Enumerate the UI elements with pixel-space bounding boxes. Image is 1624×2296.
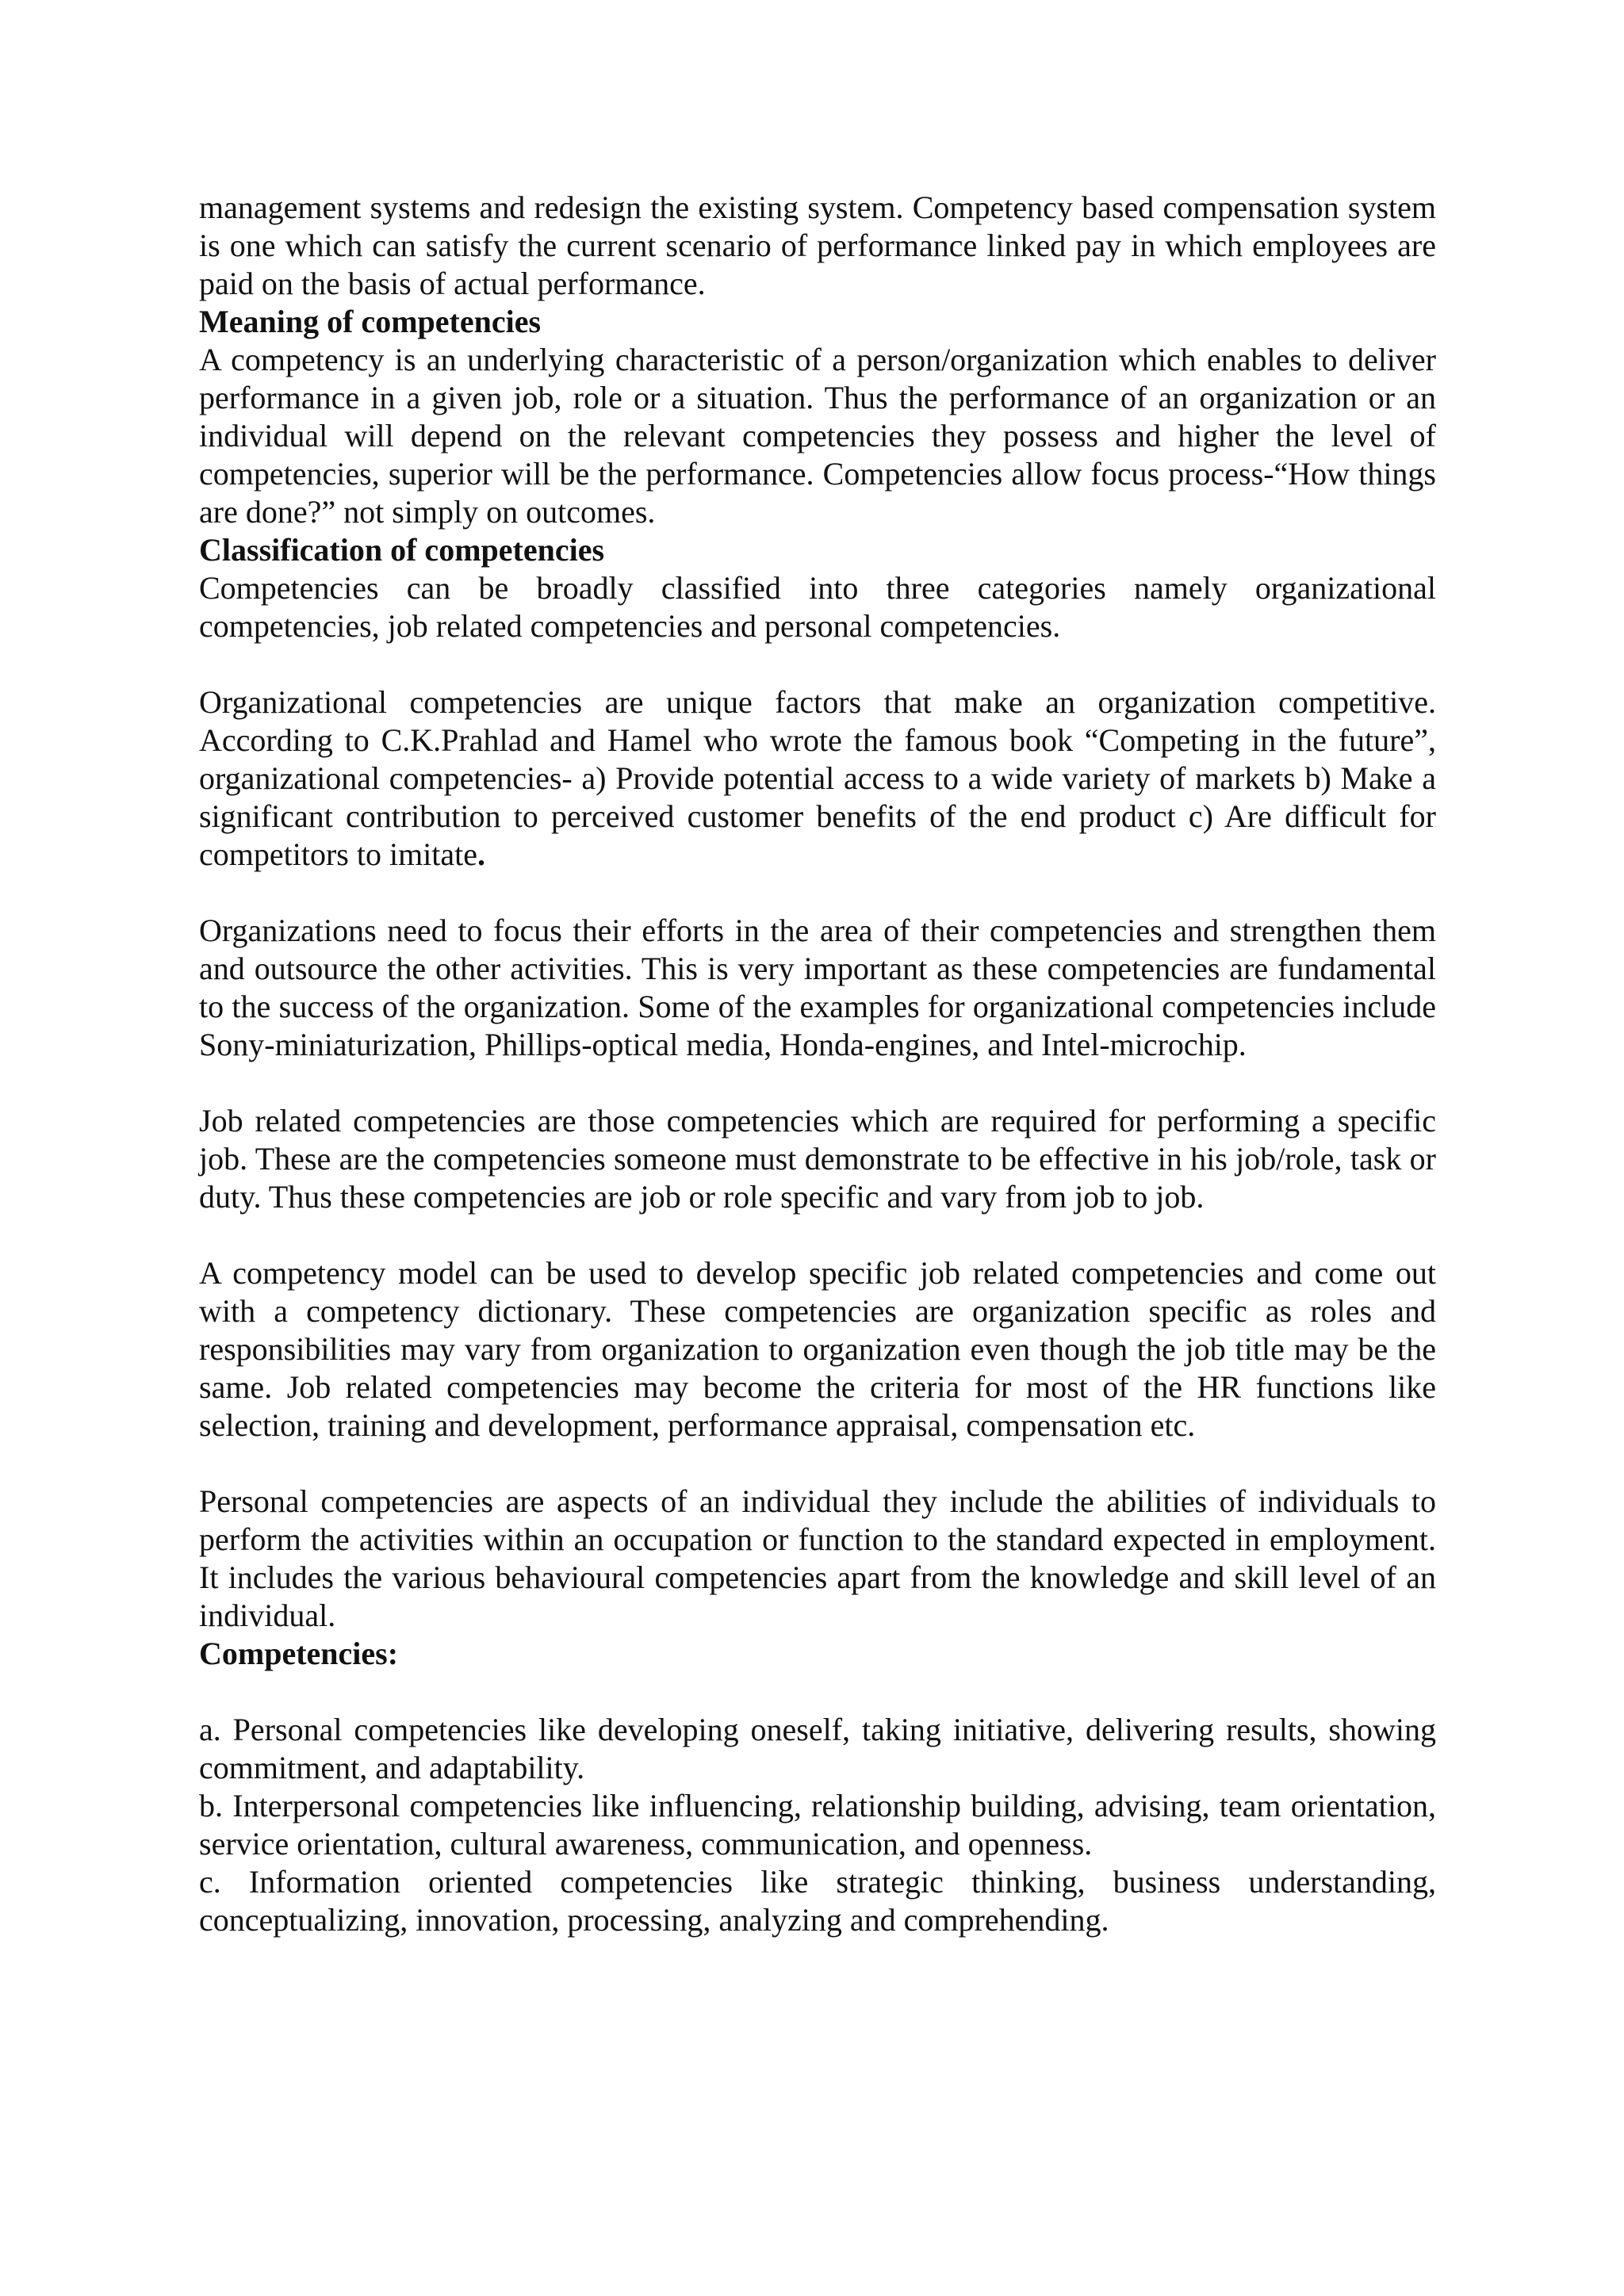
list-item-personal: a. Personal competencies like developing oneself, taking initiative, delivering results, showing commitment, and adaptability. [199, 1712, 1436, 1785]
organizational-end-mark: . [477, 836, 486, 872]
meaning-paragraph: A competency is an underlying characteristic of a person/organization which enables to deliver performance in a given job, role or a situation. Thus the performance of an organization or an individual will depend on the relevant competencies they possess and higher the level of competencies, superior will be the performance. Competencies allow focus process-“How things are done?” not simply on outcomes. [199, 342, 1436, 530]
competency-model-paragraph: A competency model can be used to develop specific job related competencies and come out with a competency dictionary. These competencies are organization specific as roles and responsibilities may vary from organization to organization even though the job title may be the same. Job related competencies may become the criteria for most of the HR functions like selection, training and development, performance appraisal, compensation etc. [199, 1255, 1436, 1443]
personal-paragraph: Personal competencies are aspects of an individual they include the abilities of individuals to perform the activities within an occupation or function to the standard expected in employment. It includes the various behavioural competencies apart from the knowledge and skill level of an individual. [199, 1483, 1436, 1633]
organizational-text: Organizational competencies are unique factors that make an organization competitive. According to C.K.Prahlad and Hamel who wrote the famous book “Competing in the future”, organizational competencies- a) Provide potential access to a wide variety of markets b) Make a significant contribution to perceived customer benefits of the end product c) Are difficult for competitors to imitate [199, 684, 1436, 872]
focus-paragraph: Organizations need to focus their efforts in the area of their competencies and strengthen them and outsource the other activities. This is very important as these competencies are fundamental to the success of the organization. Some of the examples for organizational competencies include Sony-miniaturization, Phillips-optical media, Honda-engines, and Intel-microchip. [199, 913, 1436, 1062]
meaning-heading: Meaning of competencies [199, 304, 542, 339]
competencies-heading: Competencies: [199, 1636, 399, 1671]
document-page [199, 189, 1436, 1939]
classification-heading: Classification of competencies [199, 532, 605, 568]
classification-paragraph: Competencies can be broadly classified into three categories namely organizational competencies, job related competencies and personal competencies. [199, 570, 1436, 644]
list-item-information: c. Information oriented competencies like strategic thinking, business understanding, conceptualizing, innovation, processing, analyzing and comprehending. [199, 1864, 1436, 1938]
list-item-interpersonal: b. Interpersonal competencies like influencing, relationship building, advising, team orientation, service orientation, cultural awareness, communication, and openness. [199, 1788, 1436, 1862]
job-related-paragraph: Job related competencies are those competencies which are required for performing a specific job. These are the competencies someone must demonstrate to be effective in his job/role, task or duty. Thus these competencies are job or role specific and vary from job to job. [199, 1103, 1436, 1215]
competencies-list [199, 1711, 1436, 1939]
organizational-paragraph [199, 683, 1436, 874]
intro-paragraph: management systems and redesign the existing system. Competency based compensation system is one which can satisfy the current scenario of performance linked pay in which employees are paid on the basis of actual performance. [199, 189, 1436, 301]
